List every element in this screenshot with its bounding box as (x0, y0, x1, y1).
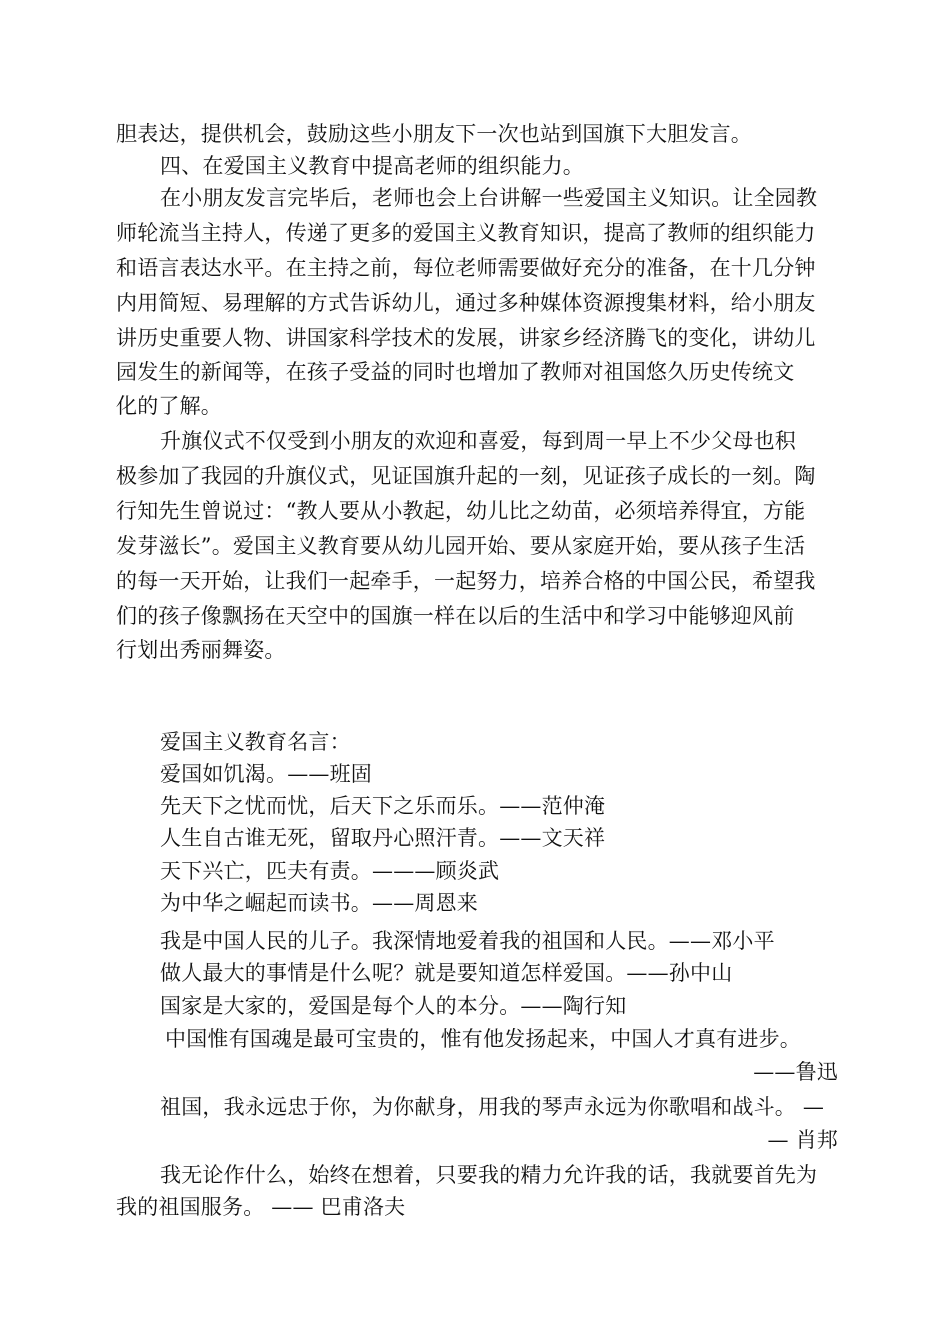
quote-chopin: 祖国，我永远忠于你，为你献身，用我的琴声永远为你歌唱和战斗。 — (160, 1095, 825, 1119)
quote-luxun-author: ——鲁迅 (753, 1060, 838, 1084)
quote-pavlov-line-1: 我无论作什么，始终在想着，只要我的精力允许我的话，我就要首先为 (160, 1163, 818, 1187)
paragraph-1-line-3: 和语言表达水平。在主持之前，每位老师需要做好充分的准备，在十几分钟 (116, 256, 816, 280)
paragraph-2-line-2: 极参加了我园的升旗仪式，见证国旗升起的一刻，见证孩子成长的一刻。陶 (116, 464, 816, 488)
paragraph-1-line-2: 师轮流当主持人，传递了更多的爱国主义教育知识，提高了教师的组织能力 (116, 221, 816, 245)
section-4-heading: 四、在爱国主义教育中提高老师的组织能力。 (160, 154, 584, 178)
paragraph-1-line-6: 园发生的新闻等，在孩子受益的同时也增加了教师对祖国悠久历史传统文 (116, 360, 795, 384)
quote-item: 国家是大家的，爱国是每个人的本分。——陶行知 (160, 994, 627, 1018)
paragraph-2-line-6: 们的孩子像飘扬在天空中的国旗一样在以后的生活中和学习中能够迎风前 (116, 604, 795, 628)
paragraph-2-line-5: 的每一天开始，让我们一起牵手，一起努力，培养合格的中国公民，希望我 (116, 569, 816, 593)
intro-tail-line: 胆表达，提供机会，鼓励这些小朋友下一次也站到国旗下大胆发言。 (116, 122, 752, 146)
quote-item: 我是中国人民的儿子。我深情地爱着我的祖国和人民。——邓小平 (160, 929, 775, 953)
quote-item: 做人最大的事情是什么呢？就是要知道怎样爱国。——孙中山 (160, 961, 733, 985)
paragraph-1-line-4: 内用简短、易理解的方式告诉幼儿，通过多种媒体资源搜集材料，给小朋友 (116, 291, 816, 315)
quote-item: 为中华之崛起而读书。——周恩来 (160, 891, 478, 915)
quote-item: 人生自古谁无死，留取丹心照汗青。——文天祥 (160, 826, 606, 850)
quote-item: 爱国如饥渴。——班固 (160, 762, 372, 786)
paragraph-2-line-7: 行划出秀丽舞姿。 (116, 638, 286, 662)
paragraph-2-line-4: 发芽滋长”。爱国主义教育要从幼儿园开始、要从家庭开始，要从孩子生活 (116, 534, 806, 558)
quote-luxun: 中国惟有国魂是最可宝贵的，惟有他发扬起来，中国人才真有进步。 (165, 1027, 801, 1051)
quotes-heading: 爱国主义教育名言： (160, 730, 351, 754)
paragraph-2-line-3: 行知先生曾说过：“教人要从小教起，幼儿比之幼苗，必须培养得宜，方能 (116, 499, 806, 523)
paragraph-2-line-1: 升旗仪式不仅受到小朋友的欢迎和喜爱，每到周一早上不少父母也积 (160, 429, 796, 453)
paragraph-1-line-5: 讲历史重要人物、讲国家科学技术的发展，讲家乡经济腾飞的变化，讲幼儿 (116, 326, 816, 350)
paragraph-1-line-1: 在小朋友发言完毕后，老师也会上台讲解一些爱国主义知识。让全园教 (160, 186, 818, 210)
quote-item: 先天下之忧而忧，后天下之乐而乐。——范仲淹 (160, 794, 606, 818)
quote-chopin-author: — 肖邦 (767, 1128, 838, 1152)
quote-item: 天下兴亡，匹夫有责。———顾炎武 (160, 859, 500, 883)
quote-pavlov-line-2: 我的祖国服务。 —— 巴甫洛夫 (116, 1195, 406, 1219)
paragraph-1-line-7: 化的了解。 (116, 394, 222, 418)
